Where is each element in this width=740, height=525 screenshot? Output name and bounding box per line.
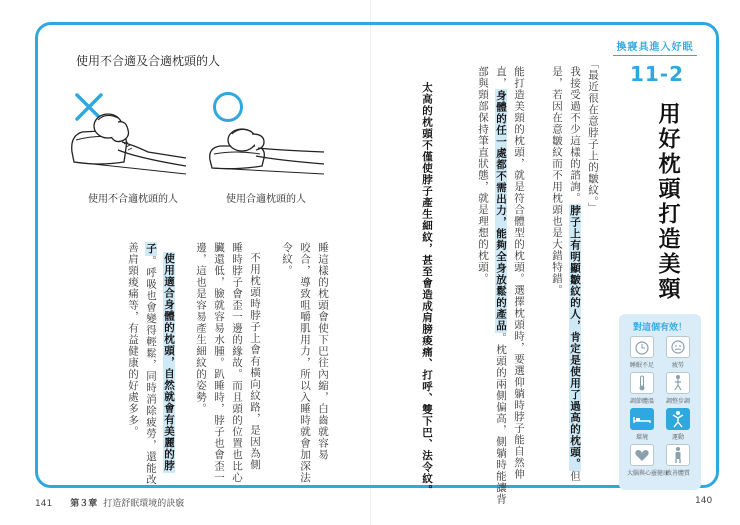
chapter-label: 第３章 [70,499,98,509]
effect-item [663,444,693,477]
effect-item [627,336,657,369]
bold-summary-line: 太高的枕頭不僅使脖子產生細紋，甚至會造成肩膀痠痛、打呼、雙下巴、法令紋。 [421,82,433,496]
bad-pillow-caption: 使用不合適枕頭的人 [88,194,178,205]
effect-item [627,372,657,405]
page-number: 141 [35,499,53,509]
text-run: 。呼吸也會變得輕鬆，同時消除疲勞，還能改 [145,255,157,486]
paragraph-line [142,242,159,486]
effect-label: 大腦與心靈健康 [627,470,670,477]
effect-label: 調整步調 [665,398,690,405]
tag-divider [613,55,697,56]
paragraph-line [492,66,509,505]
text-run: 。枕頭的兩側偏高，側躺時能讓背 [495,332,507,505]
paragraph-line: 令紋。 [281,242,293,277]
highlighted-text: 子 [145,243,157,255]
heart-icon [630,444,654,466]
good-pillow-illustration [206,110,326,180]
chapter-header [607,38,707,490]
effect-label: 改善體質 [665,470,690,477]
page-title: 用好枕頭打造美頸 [655,102,680,302]
bed-icon [630,408,654,430]
effect-item [663,336,693,369]
effect-item [627,408,657,441]
good-pillow-caption: 使用合適枕頭的人 [226,194,306,205]
effect-label: 環境 [635,434,648,441]
text-run: 直， [495,66,507,89]
walking-person-icon [666,372,690,394]
paragraph-line: 不用枕頭時脖子上會有橫向紋路，是因為側 [249,252,261,471]
exercise-icon [666,408,690,430]
paragraph-line: 咬合，導致咀嚼肌用力，所以入睡時就會加深法 [299,242,311,484]
paragraph-line: 是，若因在意皺紋而不用枕頭也是大錯特錯。 [551,66,563,296]
paragraph-line: 部與頸部保持筆直狀態，就是理想的枕頭。 [477,66,489,285]
left-page-footer [35,496,184,509]
effect-label: 調節體溫 [629,398,654,405]
paragraph-line: 睡這樣的枕頭會使下巴往內縮，白齒就容易 [317,242,329,461]
effect-box-title: 對這個有效！ [632,323,687,333]
paragraph-line: 邊，這也是容易產生細紋的姿勢。 [195,242,207,415]
paragraph-line: 睡時脖子會歪一邊的緣故。而且頭的位置也比心 [231,242,243,484]
body-icon [666,444,690,466]
paragraph-line: 臟還低，臉就容易水腫。趴睡時，脖子也會歪一 [213,242,225,484]
paragraph-line: 善肩頸痠痛等，有益健康的好處多多。 [127,242,139,438]
chapter-tag: 換寢具進入好眠 [616,42,694,53]
section-number: 11-2 [629,62,685,86]
highlighted-text: 脖子上有明顯皺紋的人，肯定是使用了過高的枕頭。 [569,205,581,470]
illustration-heading: 使用不合適及合適枕頭的人 [76,54,221,68]
highlighted-text: 使用適合身體的枕頭，自然就會有美麗的脖 [163,253,175,472]
page-number: 140 [695,496,713,506]
tired-face-icon [666,336,690,358]
chapter-name: 打造舒眠環境的訣竅 [103,499,185,509]
alarm-clock-icon [630,336,654,358]
effect-label: 疲勞 [671,362,684,369]
effect-label: 運動 [671,434,684,441]
effect-item [663,372,693,405]
paragraph-line [566,66,583,482]
effect-item [627,444,670,477]
effect-item [663,408,693,441]
paragraph-line: 能打造美頸的枕頭，就是符合體型的枕頭。選擇枕頭時，要選仰躺時脖子能自然伸 [513,66,525,480]
text-run: 但 [569,470,581,482]
thermometer-icon [630,372,654,394]
paragraph-line [160,252,177,473]
highlighted-text: 身體的任一處都不需出力，能夠全身放鬆的產品 [495,90,507,332]
bad-pillow-illustration [68,100,188,180]
text-run: 我接受過不少這樣的諮詢。 [569,66,581,204]
effect-label: 睡眠不足 [629,362,654,369]
quote-line: 「最近很在意脖子上的皺紋。」 [587,58,599,214]
effect-box [619,314,701,490]
